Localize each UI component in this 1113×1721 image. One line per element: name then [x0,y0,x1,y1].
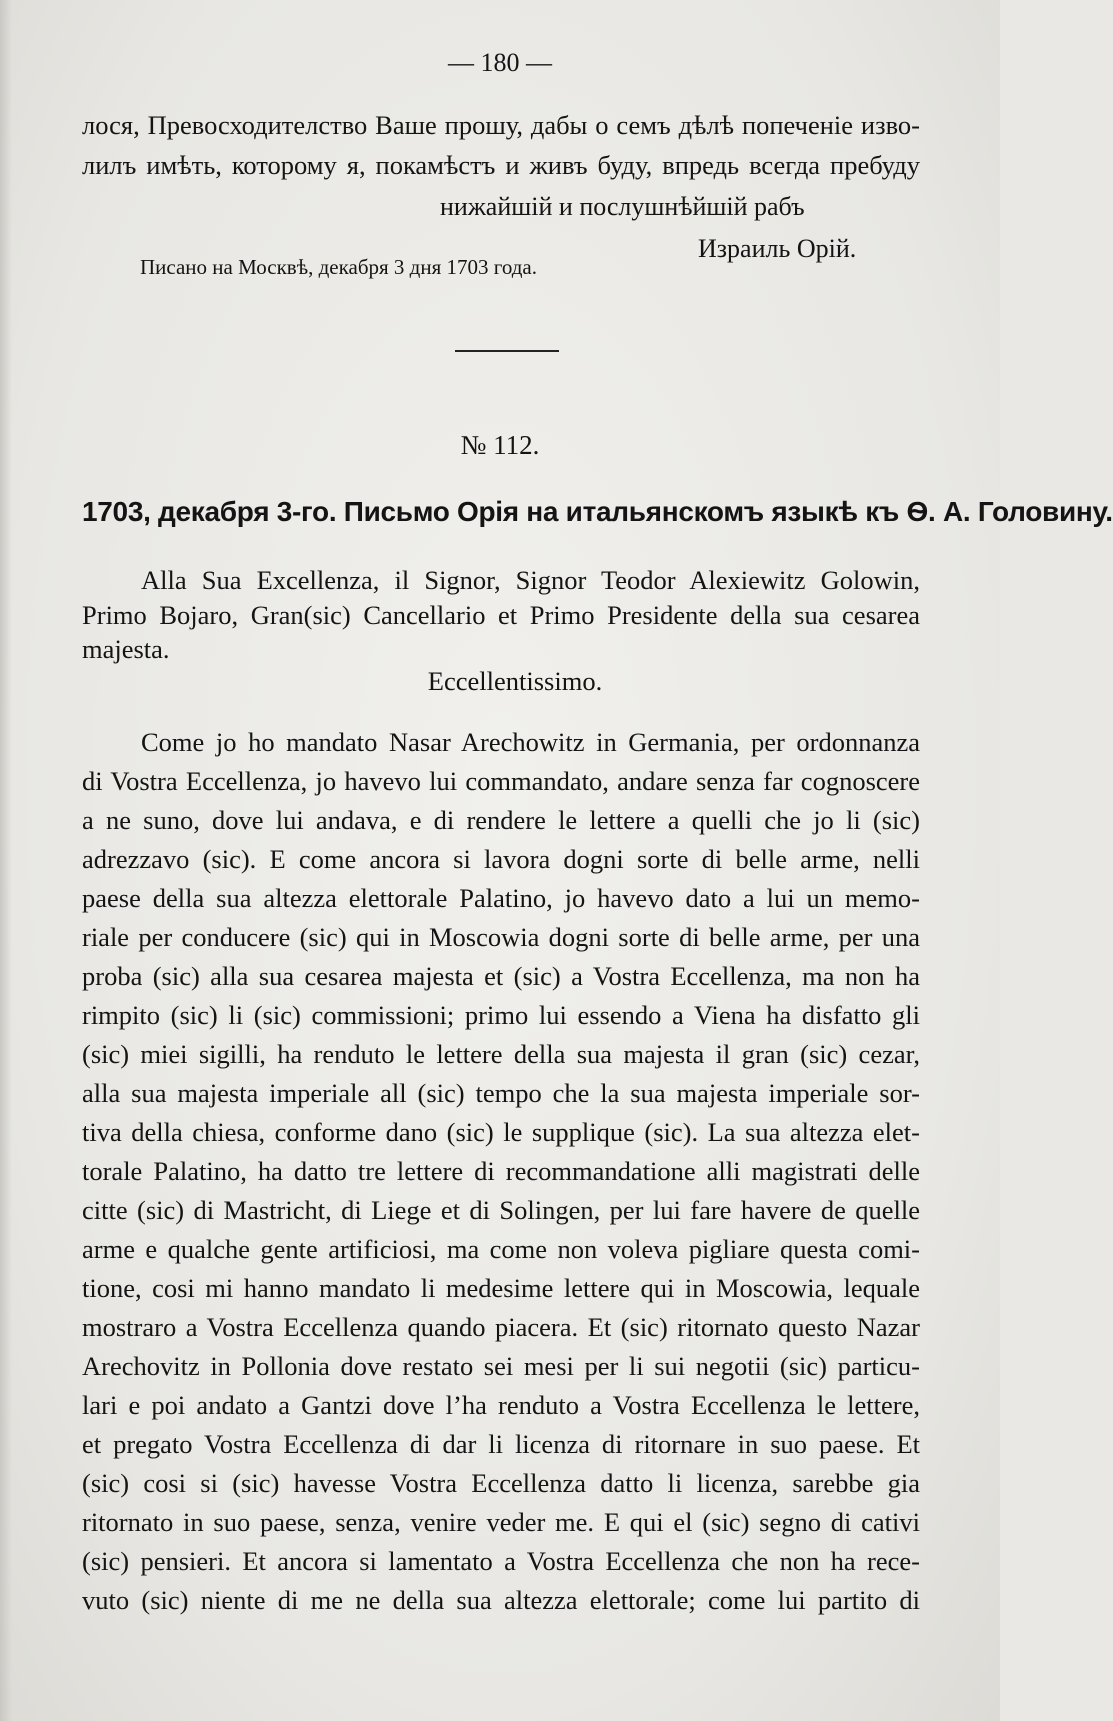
body-line: citte (sic) di Mastricht, di Liege et di Solingen, per lui fare havere de quelle [82,1195,920,1225]
body-line: tione, cosi mi hanno mandato li medesime lettere qui in Moscowia, lequale [82,1273,920,1303]
page-number: — 180 — [448,48,552,77]
body-line: rimpito (sic) li (sic) commissioni; primo lui essendo a Viena ha disfatto gli [82,1000,920,1030]
text-line: лилъ имѣть, которому я, покамѣстъ и живъ буду, впредь всегда пребуду [82,150,920,180]
body-line: riale per conducere (sic) qui in Moscowia dogni sorte di belle arme, per una [82,922,920,952]
body-line: di Vostra Eccellenza, jo havevo lui commandato, andare senza far cognoscere [82,766,920,796]
letter-heading: 1703, декабря 3-го. Письмо Орія на итальянскомъ языкѣ къ Ѳ. А. Головину. [82,496,1113,527]
letter-number: № 112. [460,430,540,460]
date-line: Писано на Москвѣ, декабря 3 дня 1703 года. [140,255,537,279]
address-line: Alla Sua Excellenza, il Signor, Signor Teodor Alexiewitz Golowin, [141,565,920,595]
body-line: adrezzavo (sic). E come ancora si lavora dogni sorte di belle arme, nelli [82,844,920,874]
body-line: tiva della chiesa, conforme dano (sic) le supplique (sic). La sua altezza elet- [82,1117,920,1147]
body-line: proba (sic) alla sua cesarea majesta et (sic) a Vostra Eccellenza, ma non ha [82,961,920,991]
text-line: лося, Превосходителство Ваше прошу, дабы о семъ дѣлѣ попеченіе изво- [82,110,920,140]
body-line: et pregato Vostra Eccellenza di dar li licenza di ritornare in suo paese. Et [82,1429,920,1459]
body-line: torale Palatino, ha datto tre lettere di recommandatione alli magistrati delle [82,1156,920,1186]
body-line: (sic) cosi si (sic) havesse Vostra Eccellenza datto li licenza, sarebbe gia [82,1468,920,1498]
body-line: lari e poi andato a Gantzi dove l’ha renduto a Vostra Eccellenza le lettere, [82,1390,920,1420]
page-edge-shadow [0,0,12,1721]
body-line: (sic) pensieri. Et ancora si lamentato a Vostra Eccellenza che non ha rece- [82,1546,920,1576]
body-line: ritornato in suo paese, senza, venire veder me. E qui el (sic) segno di cativi [82,1507,920,1537]
salutation: Eccellentissimo. [427,666,603,696]
signature-name: Израиль Орій. [698,234,857,263]
body-line: vuto (sic) niente di me ne della sua altezza elettorale; come lui partito di [82,1585,920,1615]
body-line: Come jo ho mandato Nasar Arechowitz in Germania, per ordonnanza [141,727,920,757]
section-divider [455,350,559,352]
body-line: Arechovitz in Pollonia dove restato sei mesi per li sui negotii (sic) particu- [82,1351,920,1381]
signature-closing: нижайшій и послушнѣйшій рабъ [440,192,805,221]
body-line: alla sua majesta imperiale all (sic) tempo che la sua majesta imperiale sor- [82,1078,920,1108]
body-line: (sic) miei sigilli, ha renduto le lettere della sua majesta il gran (sic) cezar, [82,1039,920,1069]
address-line: majesta. [82,634,170,664]
body-line: arme e qualche gente artificiosi, ma come non voleva pigliare questa comi- [82,1234,920,1264]
body-line: a ne suno, dove lui andava, e di rendere le lettere a quelli che jo li (sic) [82,805,920,835]
body-line: mostraro a Vostra Eccellenza quando piacera. Et (sic) ritornato questo Nazar [82,1312,920,1342]
body-line: paese della sua altezza elettorale Palatino, jo havevo dato a lui un memo- [82,883,920,913]
address-line: Primo Bojaro, Gran(sic) Cancellario et Primo Presidente della sua cesarea [82,600,920,630]
